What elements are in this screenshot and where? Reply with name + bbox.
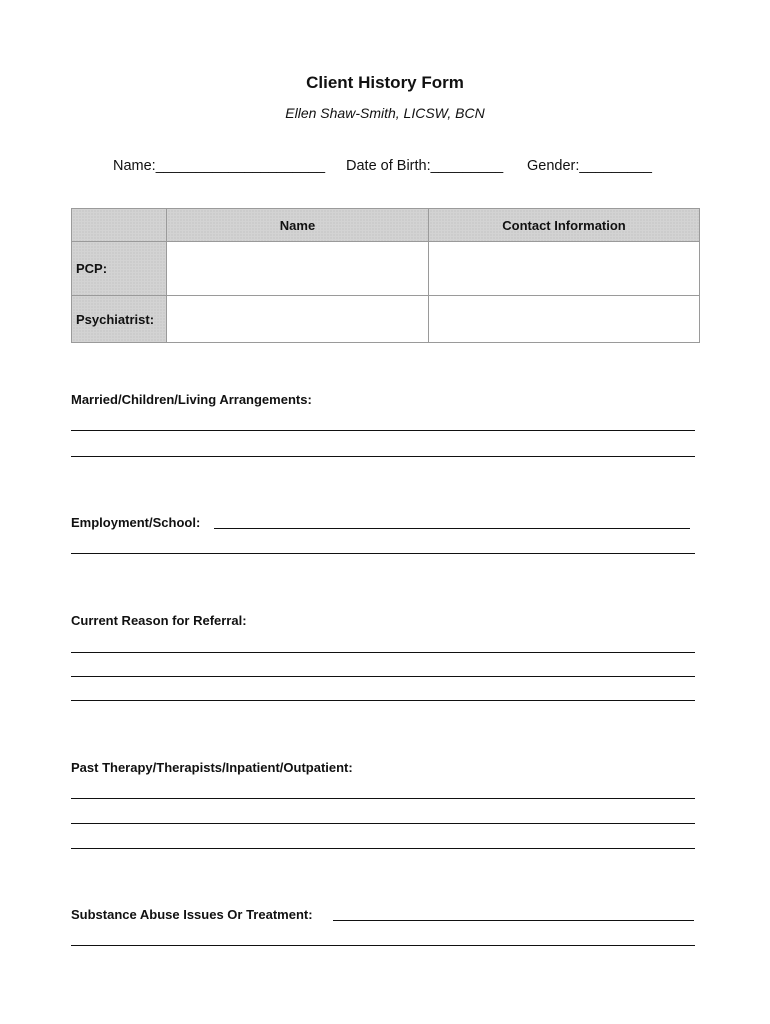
substance-answer-line-1[interactable] [71, 945, 695, 946]
name-field[interactable]: Name:_____________________ [113, 158, 326, 174]
pcp-contact-cell[interactable] [429, 242, 700, 296]
employment-section-label: Employment/School: [71, 515, 201, 530]
therapy-answer-line-3[interactable] [71, 848, 695, 849]
pcp-name-cell[interactable] [167, 242, 429, 296]
form-title: Client History Form [306, 73, 464, 92]
row-label-psychiatrist: Psychiatrist: [72, 296, 167, 343]
substance-section-label: Substance Abuse Issues Or Treatment: [71, 907, 313, 922]
married-answer-line-1[interactable] [71, 430, 695, 431]
column-header-name: Name [167, 209, 429, 242]
referral-section-label: Current Reason for Referral: [71, 613, 247, 628]
date-of-birth-field[interactable]: Date of Birth:_________ [346, 158, 504, 174]
substance-inline-line[interactable] [333, 920, 694, 921]
referral-answer-line-3[interactable] [71, 700, 695, 701]
therapy-section-label: Past Therapy/Therapists/Inpatient/Outpatient: [71, 760, 353, 775]
table-header-row [72, 209, 700, 242]
therapy-answer-line-1[interactable] [71, 798, 695, 799]
table-corner-cell [72, 209, 167, 242]
married-answer-line-2[interactable] [71, 456, 695, 457]
row-label-pcp: PCP: [72, 242, 167, 296]
column-header-contact-information: Contact Information [429, 209, 700, 242]
table-row-pcp [72, 242, 700, 296]
table-row-psychiatrist [72, 296, 700, 343]
employment-answer-line-1[interactable] [71, 553, 695, 554]
referral-answer-line-1[interactable] [71, 652, 695, 653]
contact-table [71, 208, 700, 343]
employment-inline-line[interactable] [214, 528, 690, 529]
psychiatrist-contact-cell[interactable] [429, 296, 700, 343]
therapy-answer-line-2[interactable] [71, 823, 695, 824]
gender-field[interactable]: Gender:_________ [527, 158, 652, 174]
married-section-label: Married/Children/Living Arrangements: [71, 392, 312, 407]
psychiatrist-name-cell[interactable] [167, 296, 429, 343]
referral-answer-line-2[interactable] [71, 676, 695, 677]
form-subtitle: Ellen Shaw-Smith, LICSW, BCN [285, 105, 485, 121]
